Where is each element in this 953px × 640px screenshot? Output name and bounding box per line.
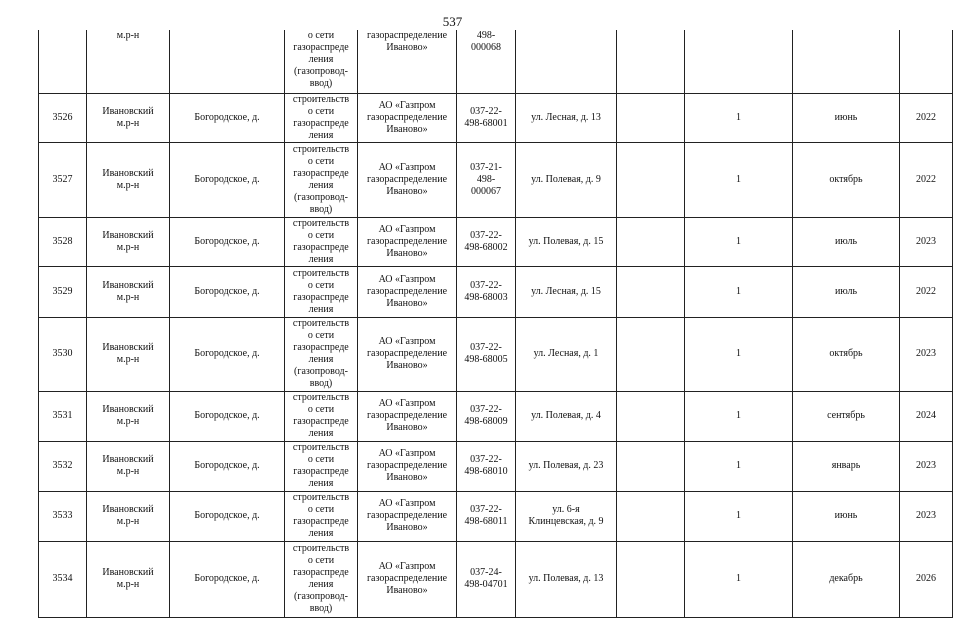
cell-code: 037-24- 498-04701 — [457, 541, 516, 617]
cell-month: сентябрь — [793, 391, 900, 441]
cell-address: ул. Полевая, д. 9 — [516, 142, 617, 217]
cell-empty — [617, 266, 685, 317]
cell-quantity: 1 — [685, 217, 793, 266]
cell-district: м.р-н — [87, 30, 170, 93]
table-row — [39, 541, 953, 617]
cell-year: 2023 — [900, 317, 953, 391]
cell-address: ул. Полевая, д. 15 — [516, 217, 617, 266]
cell-organization: АО «Газпром газораспределение Иваново» — [358, 391, 457, 441]
cell-locality: Богородское, д. — [170, 491, 285, 541]
cell-month: июнь — [793, 491, 900, 541]
page-number: 537 — [442, 14, 463, 29]
cell-quantity: 1 — [685, 142, 793, 217]
cell-address: ул. Полевая, д. 23 — [516, 441, 617, 491]
cell-address: ул. Полевая, д. 4 — [516, 391, 617, 441]
cell-address: ул. Полевая, д. 13 — [516, 541, 617, 617]
cell-district: Ивановский м.р-н — [87, 317, 170, 391]
cell-district: Ивановский м.р-н — [87, 491, 170, 541]
cell-work-type: строительств о сети газораспреде ления — [285, 441, 358, 491]
cell-empty — [617, 93, 685, 142]
cell-work-type: строительств о сети газораспреде ления — [285, 93, 358, 142]
cell-number: 3534 — [39, 541, 87, 617]
cell-code: 037-22- 498-68001 — [457, 93, 516, 142]
cell-address: ул. Лесная, д. 1 — [516, 317, 617, 391]
cell-district: Ивановский м.р-н — [87, 441, 170, 491]
cell-district: Ивановский м.р-н — [87, 93, 170, 142]
cell-empty — [617, 541, 685, 617]
cell-year — [900, 30, 953, 93]
cell-work-type: строительств о сети газораспреде ления (газопровод- ввод) — [285, 541, 358, 617]
cell-district: Ивановский м.р-н — [87, 142, 170, 217]
table-row — [39, 391, 953, 441]
cell-quantity: 1 — [685, 441, 793, 491]
cell-code: 037-22- 498-68011 — [457, 491, 516, 541]
cell-locality: Богородское, д. — [170, 441, 285, 491]
cell-number: 3529 — [39, 266, 87, 317]
cell-organization: АО «Газпром газораспределение Иваново» — [358, 317, 457, 391]
table-row — [39, 317, 953, 391]
cell-number: 3532 — [39, 441, 87, 491]
cell-empty — [617, 30, 685, 93]
cell-month: октябрь — [793, 317, 900, 391]
cell-locality: Богородское, д. — [170, 541, 285, 617]
cell-district: Ивановский м.р-н — [87, 266, 170, 317]
table-row-continued — [39, 30, 953, 93]
cell-year: 2023 — [900, 217, 953, 266]
table-row — [39, 93, 953, 142]
cell-work-type: строительств о сети газораспреде ления (газопровод- ввод) — [285, 317, 358, 391]
cell-district: Ивановский м.р-н — [87, 217, 170, 266]
cell-code: 498- 000068 — [457, 30, 516, 93]
cell-empty — [617, 491, 685, 541]
cell-organization: АО «Газпром газораспределение Иваново» — [358, 541, 457, 617]
cell-number: 3527 — [39, 142, 87, 217]
cell-number: 3528 — [39, 217, 87, 266]
cell-year: 2022 — [900, 266, 953, 317]
cell-empty — [617, 142, 685, 217]
cell-number: 3530 — [39, 317, 87, 391]
cell-district: Ивановский м.р-н — [87, 541, 170, 617]
cell-address — [516, 30, 617, 93]
cell-month: июль — [793, 266, 900, 317]
cell-organization: АО «Газпром газораспределение Иваново» — [358, 93, 457, 142]
cell-organization: АО «Газпром газораспределение Иваново» — [358, 491, 457, 541]
cell-number: 3533 — [39, 491, 87, 541]
cell-number — [39, 30, 87, 93]
cell-locality: Богородское, д. — [170, 217, 285, 266]
cell-work-type: строительств о сети газораспреде ления — [285, 217, 358, 266]
cell-work-type: строительств о сети газораспреде ления — [285, 266, 358, 317]
cell-year: 2024 — [900, 391, 953, 441]
table-row — [39, 491, 953, 541]
cell-empty — [617, 441, 685, 491]
table-row — [39, 217, 953, 266]
cell-work-type: строительств о сети газораспреде ления (газопровод- ввод) — [285, 142, 358, 217]
cell-locality: Богородское, д. — [170, 391, 285, 441]
cell-month — [793, 30, 900, 93]
table-body — [39, 30, 953, 617]
cell-work-type: строительств о сети газораспреде ления — [285, 391, 358, 441]
cell-code: 037-22- 498-68003 — [457, 266, 516, 317]
cell-code: 037-22- 498-68002 — [457, 217, 516, 266]
cell-number: 3526 — [39, 93, 87, 142]
cell-year: 2026 — [900, 541, 953, 617]
cell-district: Ивановский м.р-н — [87, 391, 170, 441]
table-row — [39, 142, 953, 217]
cell-organization: АО «Газпром газораспределение Иваново» — [358, 217, 457, 266]
cell-code: 037-22- 498-68010 — [457, 441, 516, 491]
cell-quantity: 1 — [685, 93, 793, 142]
cell-locality: Богородское, д. — [170, 317, 285, 391]
cell-organization: газораспределение Иваново» — [358, 30, 457, 93]
cell-month: декабрь — [793, 541, 900, 617]
cell-empty — [617, 317, 685, 391]
cell-locality: Богородское, д. — [170, 142, 285, 217]
cell-month: июль — [793, 217, 900, 266]
cell-empty — [617, 217, 685, 266]
cell-organization: АО «Газпром газораспределение Иваново» — [358, 441, 457, 491]
cell-address: ул. 6-я Клинцевская, д. 9 — [516, 491, 617, 541]
cell-address: ул. Лесная, д. 15 — [516, 266, 617, 317]
table-row — [39, 266, 953, 317]
cell-address: ул. Лесная, д. 13 — [516, 93, 617, 142]
cell-number: 3531 — [39, 391, 87, 441]
cell-quantity: 1 — [685, 541, 793, 617]
cell-work-type: о сети газораспреде ления (газопровод- ввод) — [285, 30, 358, 93]
cell-month: июнь — [793, 93, 900, 142]
cell-code: 037-22- 498-68005 — [457, 317, 516, 391]
registry-table — [38, 30, 953, 618]
cell-code: 037-21- 498- 000067 — [457, 142, 516, 217]
cell-year: 2022 — [900, 142, 953, 217]
cell-quantity: 1 — [685, 491, 793, 541]
cell-quantity — [685, 30, 793, 93]
cell-organization: АО «Газпром газораспределение Иваново» — [358, 266, 457, 317]
cell-year: 2022 — [900, 93, 953, 142]
cell-quantity: 1 — [685, 266, 793, 317]
cell-locality — [170, 30, 285, 93]
cell-quantity: 1 — [685, 391, 793, 441]
cell-year: 2023 — [900, 491, 953, 541]
cell-year: 2023 — [900, 441, 953, 491]
cell-quantity: 1 — [685, 317, 793, 391]
cell-organization: АО «Газпром газораспределение Иваново» — [358, 142, 457, 217]
cell-locality: Богородское, д. — [170, 93, 285, 142]
cell-work-type: строительств о сети газораспреде ления — [285, 491, 358, 541]
cell-month: январь — [793, 441, 900, 491]
cell-code: 037-22- 498-68009 — [457, 391, 516, 441]
cell-month: октябрь — [793, 142, 900, 217]
table-row — [39, 441, 953, 491]
cell-empty — [617, 391, 685, 441]
cell-locality: Богородское, д. — [170, 266, 285, 317]
